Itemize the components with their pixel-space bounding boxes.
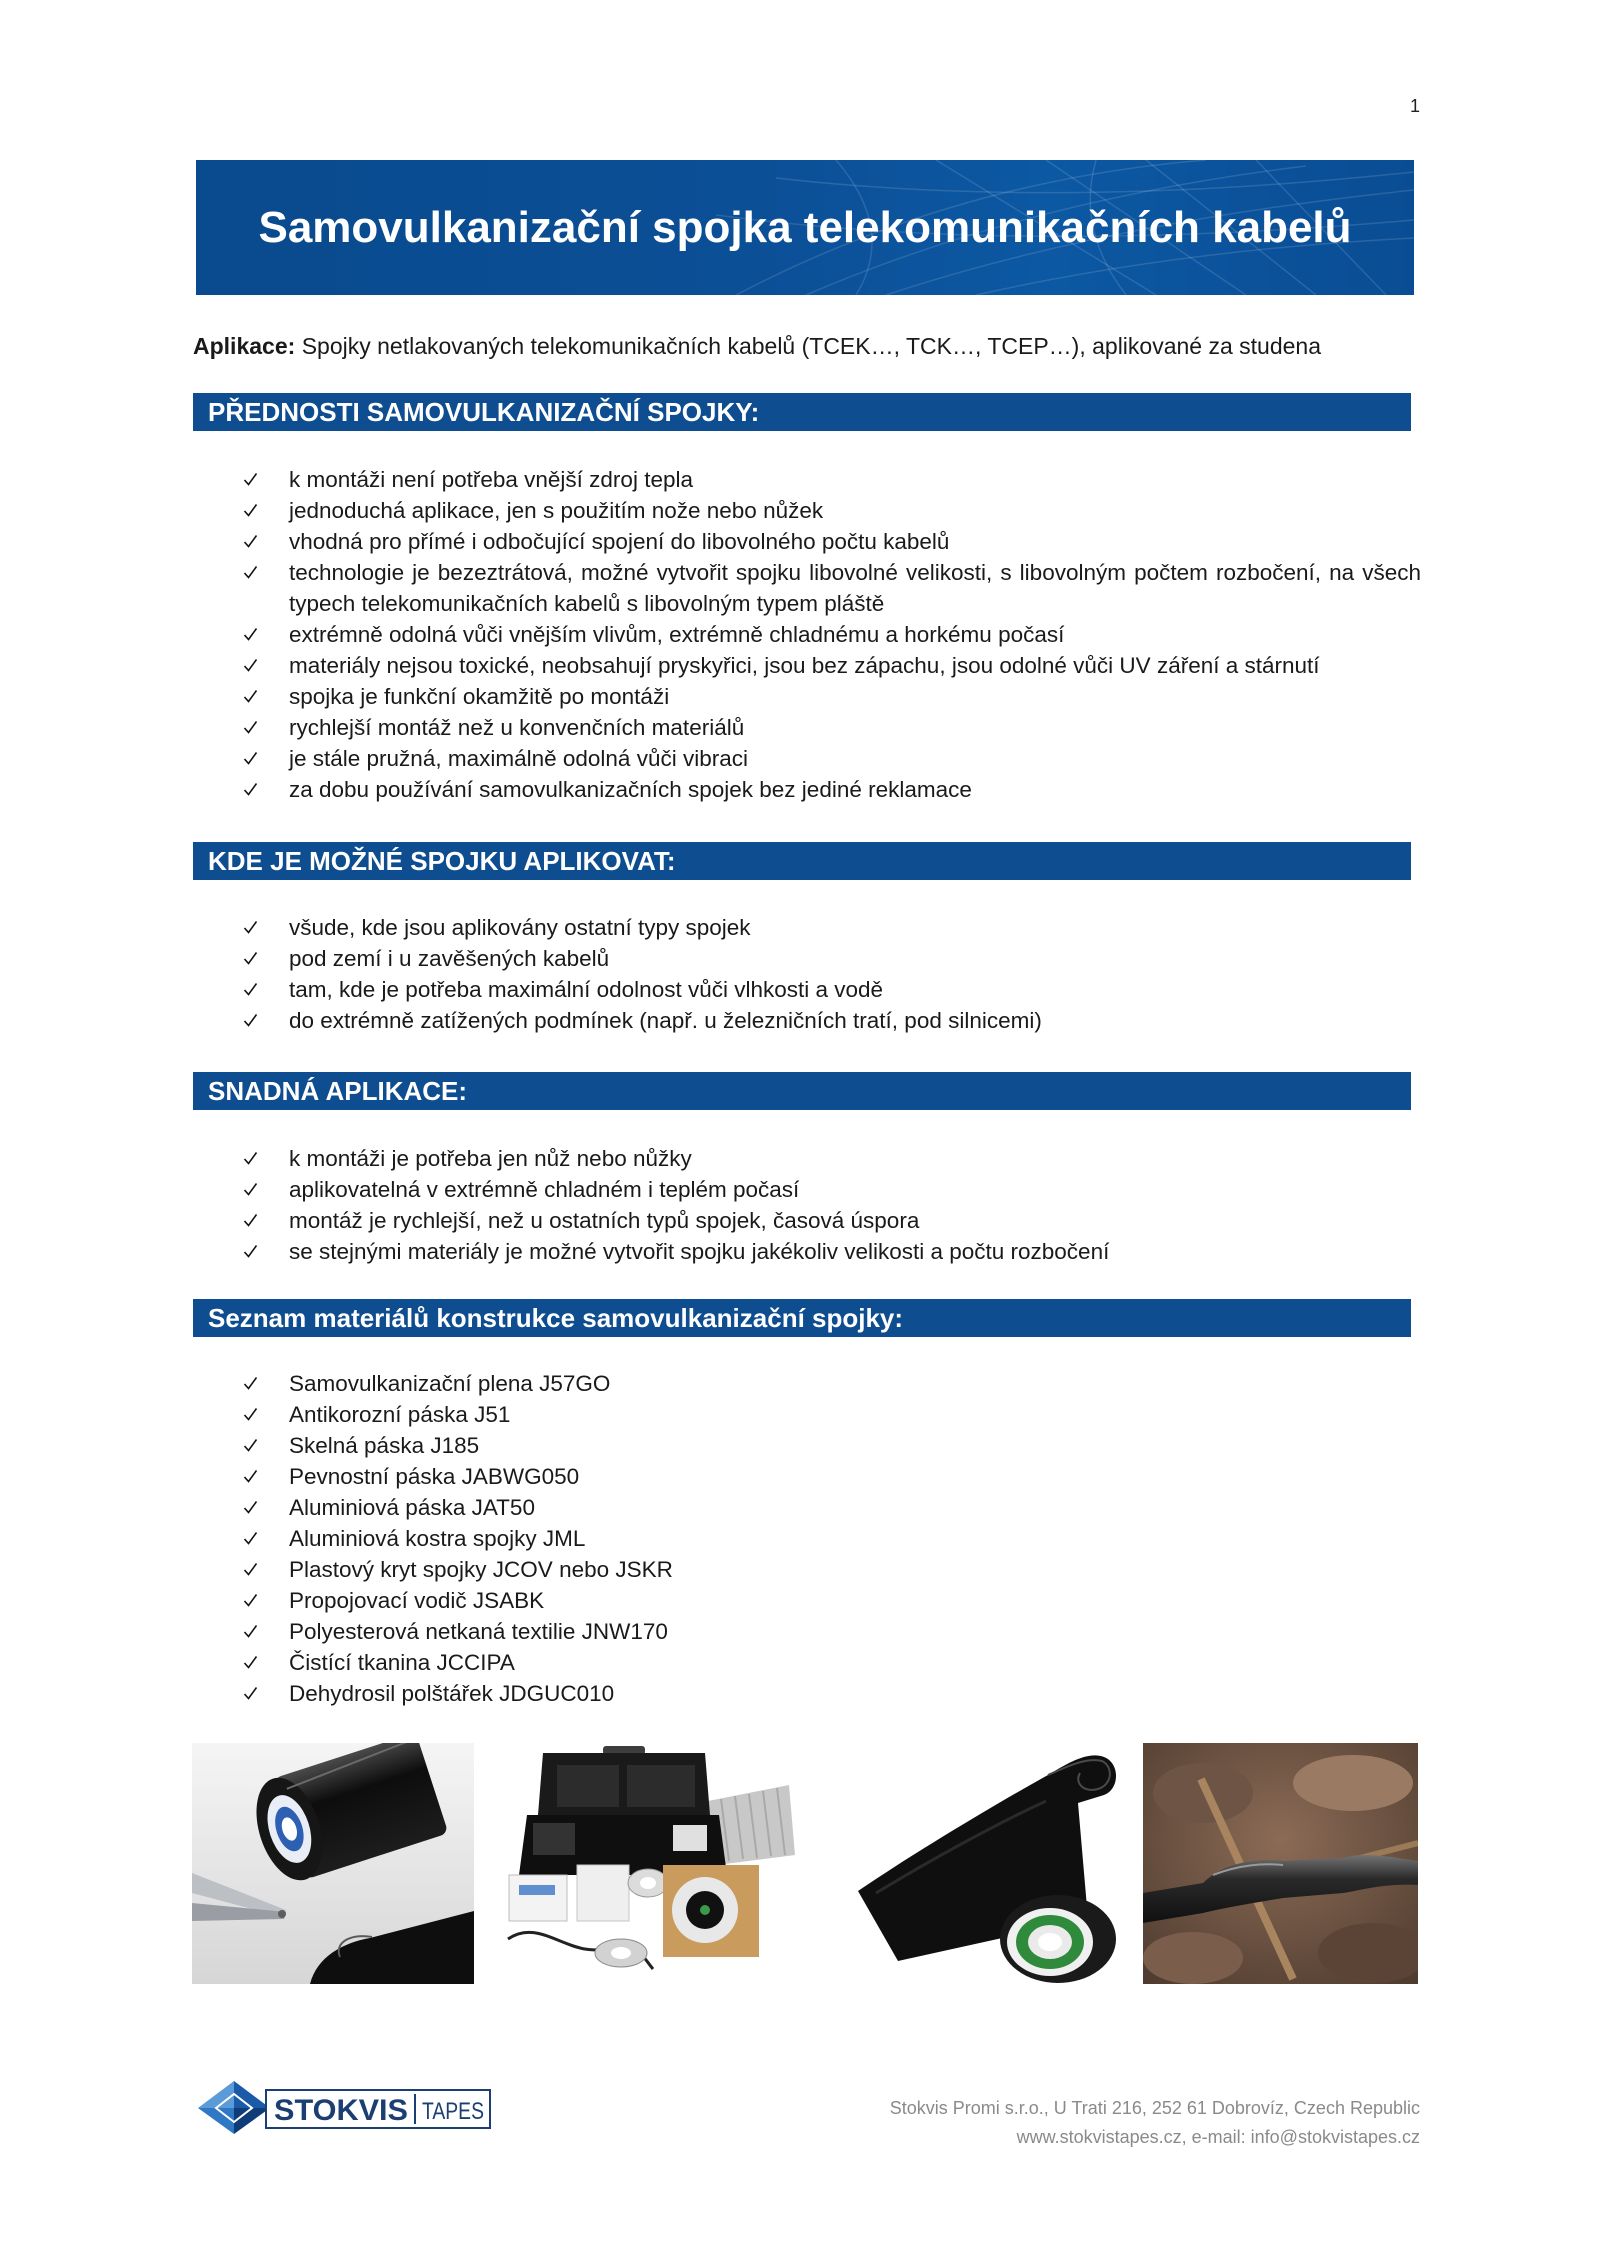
advantages-list <box>243 464 1421 805</box>
section-heading-where-to-apply: KDE JE MOŽNÉ SPOJKU APLIKOVAT: <box>193 842 1411 880</box>
check-icon <box>243 1562 258 1577</box>
check-icon <box>243 1151 258 1166</box>
list-item-text: Polyesterová netkaná textilie JNW170 <box>289 1619 668 1644</box>
check-icon <box>243 720 258 735</box>
check-icon <box>243 1686 258 1701</box>
list-item-text: tam, kde je potřeba maximální odolnost vůči vlhkosti a vodě <box>289 977 884 1002</box>
check-icon <box>243 1593 258 1608</box>
list-item-text: za dobu používání samovulkanizačních spojek bez jediné reklamace <box>289 777 972 802</box>
check-icon <box>243 1376 258 1391</box>
list-item-text: všude, kde jsou aplikovány ostatní typy spojek <box>289 915 751 940</box>
check-icon <box>243 1213 258 1228</box>
list-item <box>243 974 1421 1005</box>
list-item-text: Skelná páska J185 <box>289 1433 480 1458</box>
footer-contact: www.stokvistapes.cz, e-mail: info@stokvistapes.cz <box>1016 2127 1420 2147</box>
list-item <box>243 464 1421 495</box>
section-heading-easy-application: SNADNÁ APLIKACE: <box>193 1072 1411 1110</box>
title-banner <box>196 160 1414 295</box>
list-item <box>243 1461 1421 1492</box>
list-item-text: Antikorozní páska J51 <box>289 1402 511 1427</box>
list-item-text: Aluminiová kostra spojky JML <box>289 1526 586 1551</box>
check-icon <box>243 565 258 580</box>
page-number: 1 <box>1409 96 1420 116</box>
check-icon <box>243 751 258 766</box>
list-item <box>243 912 1421 943</box>
check-icon <box>243 503 258 518</box>
check-icon <box>243 658 258 673</box>
check-icon <box>243 472 258 487</box>
logo-brand-text: STOKVIS <box>274 2094 408 2127</box>
list-item <box>243 526 1421 557</box>
list-item-text: Pevnostní páska JABWG050 <box>289 1464 580 1489</box>
list-item <box>243 619 1421 650</box>
cable-joint-in-soil-photo <box>1143 1743 1418 1984</box>
tape-roll-with-scissors-photo <box>192 1743 474 1984</box>
list-item-text: Aluminiová páska JAT50 <box>289 1495 535 1520</box>
list-item-text: materiály nejsou toxické, neobsahují pryskyřici, jsou bez zápachu, jsou odolné vůči UV záření a stárnutí <box>289 653 1320 678</box>
list-item <box>243 1399 1421 1430</box>
check-icon <box>243 982 258 997</box>
list-item <box>243 1647 1421 1678</box>
check-icon <box>243 627 258 642</box>
list-item <box>243 1678 1421 1709</box>
page-title: Samovulkanizační spojka telekomunikačních kabelů <box>258 203 1352 252</box>
list-item <box>243 1205 1421 1236</box>
check-icon <box>243 689 258 704</box>
check-icon <box>243 1500 258 1515</box>
check-icon <box>243 951 258 966</box>
list-item <box>243 943 1421 974</box>
list-item-text: aplikovatelná v extrémně chladném i teplém počasí <box>289 1177 800 1202</box>
list-item <box>243 712 1421 743</box>
logo-product-text: TAPES <box>422 2098 484 2125</box>
list-item <box>243 1143 1421 1174</box>
list-item <box>243 557 1421 619</box>
list-item <box>243 1523 1421 1554</box>
list-item <box>243 681 1421 712</box>
list-item-text: k montáži je potřeba jen nůž nebo nůžky <box>289 1146 692 1171</box>
list-item-text: extrémně odolná vůči vnějším vlivům, extrémně chladnému a horkému počasí <box>289 622 1065 647</box>
check-icon <box>243 1182 258 1197</box>
list-item <box>243 774 1421 805</box>
check-icon <box>243 920 258 935</box>
check-icon <box>243 1438 258 1453</box>
list-item <box>243 1236 1421 1267</box>
list-item-text: montáž je rychlejší, než u ostatních typů spojek, časová úspora <box>289 1208 920 1233</box>
list-item-text: jednoduchá aplikace, jen s použitím nože nebo nůžek <box>289 498 824 523</box>
list-item-text: je stále pružná, maximálně odolná vůči vibraci <box>289 746 748 771</box>
list-item-text: spojka je funkční okamžitě po montáži <box>289 684 670 709</box>
list-item-text: k montáži není potřeba vnější zdroj tepla <box>289 467 693 492</box>
list-item-text: rychlejší montáž než u konvenčních materiálů <box>289 715 745 740</box>
list-item <box>243 1585 1421 1616</box>
unrolled-tape-roll-photo <box>836 1743 1120 1984</box>
list-item <box>243 1174 1421 1205</box>
section-heading-materials-list: Seznam materiálů konstrukce samovulkanizační spojky: <box>193 1299 1411 1337</box>
stokvis-tapes-logo <box>196 2080 492 2135</box>
list-item <box>243 1430 1421 1461</box>
list-item-text: do extrémně zatížených podmínek (např. u železničních tratí, pod silnicemi) <box>289 1008 1042 1033</box>
list-item-text: Samovulkanizační plena J57GO <box>289 1371 611 1396</box>
check-icon <box>243 1531 258 1546</box>
check-icon <box>243 1244 258 1259</box>
list-item <box>243 495 1421 526</box>
list-item <box>243 1005 1421 1036</box>
footer-address: Stokvis Promi s.r.o., U Trati 216, 252 61 Dobrovíz, Czech Republic <box>889 2098 1420 2118</box>
application-text: Spojky netlakovaných telekomunikačních kabelů (TCEK…, TCK…, TCEP…), aplikované za studena <box>301 333 1322 359</box>
check-icon <box>243 1407 258 1422</box>
list-item <box>243 650 1421 681</box>
application-line <box>193 330 1321 362</box>
section-heading-advantages: PŘEDNOSTI SAMOVULKANIZAČNÍ SPOJKY: <box>193 393 1411 431</box>
list-item <box>243 1616 1421 1647</box>
list-item-text: Dehydrosil polštářek JDGUC010 <box>289 1681 615 1706</box>
list-item-text: se stejnými materiály je možné vytvořit spojku jakékoliv velikosti a počtu rozbočení <box>289 1239 1110 1264</box>
check-icon <box>243 1469 258 1484</box>
list-item-text: Plastový kryt spojky JCOV nebo JSKR <box>289 1557 673 1582</box>
check-icon <box>243 1655 258 1670</box>
footer-company-info <box>890 2094 1420 2152</box>
list-item-text: technologie je bezeztrátová, možné vytvořit spojku libovolné velikosti, s libovolným počtem rozbočení, na všech typech telekomunikačních kabelů s libovolným typem pláště <box>289 560 1421 616</box>
check-icon <box>243 1624 258 1639</box>
materials-list <box>243 1368 1421 1709</box>
list-item <box>243 1492 1421 1523</box>
list-item <box>243 1368 1421 1399</box>
list-item <box>243 743 1421 774</box>
application-label: Aplikace: <box>193 333 296 359</box>
easy-application-list <box>243 1143 1421 1267</box>
check-icon <box>243 1013 258 1028</box>
list-item-text: vhodná pro přímé i odbočující spojení do libovolného počtu kabelů <box>289 529 950 554</box>
list-item-text: pod zemí i u zavěšených kabelů <box>289 946 610 971</box>
check-icon <box>243 534 258 549</box>
where-to-apply-list <box>243 912 1421 1036</box>
list-item-text: Propojovací vodič JSABK <box>289 1588 545 1613</box>
joint-kit-toolbox-photo <box>503 1743 815 1984</box>
list-item <box>243 1554 1421 1585</box>
check-icon <box>243 782 258 797</box>
list-item-text: Čistící tkanina JCCIPA <box>289 1650 515 1675</box>
